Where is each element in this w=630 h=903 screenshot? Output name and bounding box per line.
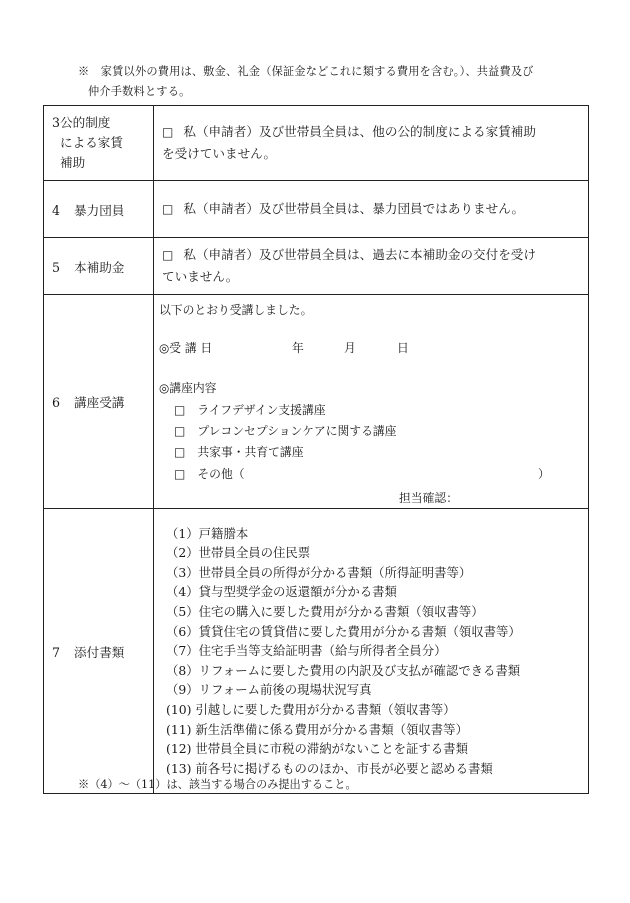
statement-line2: を受けていません。 <box>162 146 277 161</box>
checkbox-other[interactable]: □ <box>174 467 186 481</box>
doc-item: （3）世帯員全員の所得が分かる書類（所得証明書等） <box>166 564 472 580</box>
label-line3: 補助 <box>60 155 86 170</box>
row-number: 7 <box>52 644 61 660</box>
label-gang-member <box>44 181 154 238</box>
option-co-housework <box>174 443 304 460</box>
seminar-content-label: ◎講座内容 <box>159 381 217 395</box>
option-label: 共家事・共育て講座 <box>197 445 304 459</box>
top-note-line1: ※ 家賃以外の費用は、敷金、礼金（保証金などこれに類する費用を含む。）、共益費及び <box>78 65 534 78</box>
staff-confirmation: 担当確認： <box>399 491 458 505</box>
content-public-subsidy <box>154 106 589 181</box>
row-number: 6 <box>52 395 61 410</box>
doc-item: (11) 新生活準備に係る費用が分かる書類（領収書等） <box>166 721 468 737</box>
doc-item: （1）戸籍謄本 <box>166 525 249 541</box>
label-line1: 公的制度 <box>60 115 111 130</box>
row-number: 3 <box>52 115 61 130</box>
date-label: ◎受 講 日 <box>159 341 213 355</box>
bottom-note: ※（4）～（11）は、該当する場合のみ提出すること。 <box>78 778 357 791</box>
seminar-intro: 以下のとおり受講しました。 <box>159 303 313 317</box>
statement-line2: ていません。 <box>162 269 239 284</box>
label-text: 添付書類 <box>74 644 125 660</box>
row-number: 5 <box>52 259 61 275</box>
row-seminar <box>44 295 589 509</box>
row-this-subsidy <box>44 238 589 295</box>
doc-item: （4）貸与型奨学金の返還額が分かる書類 <box>166 584 397 600</box>
row-gang-member <box>44 181 589 238</box>
checkbox-life-design[interactable]: □ <box>174 403 186 417</box>
doc-item: （5）住宅の購入に要した費用が分かる書類（領収書等） <box>166 604 484 620</box>
doc-item: （2）世帯員全員の住民票 <box>166 545 311 561</box>
doc-item: （9）リフォーム前後の現場状況写真 <box>166 682 372 698</box>
label-line2: による家賃 <box>60 135 123 150</box>
day-label: 日 <box>397 341 409 355</box>
statement-line1: 私（申請者）及び世帯員全員は、他の公的制度による家賃補助 <box>183 124 536 139</box>
option-preconception <box>174 422 396 439</box>
doc-item: (12) 世帯員全員に市税の滞納がないことを証する書類 <box>166 741 468 757</box>
top-note <box>78 62 598 102</box>
doc-item: （6）賃貸住宅の賃貸借に要した費用が分かる書類（領収書等） <box>166 623 521 639</box>
checkbox-gang-member[interactable]: □ <box>162 202 174 216</box>
content-this-subsidy <box>154 238 589 295</box>
option-life-design <box>174 401 326 418</box>
seminar-date-row <box>159 339 409 356</box>
doc-item: (13) 前各号に掲げるもののほか、市長が必要と認める書類 <box>166 760 493 776</box>
option-label: プレコンセプションケアに関する講座 <box>197 424 397 438</box>
label-text: 講座受講 <box>74 395 125 410</box>
doc-item: （7）住宅手当等支給証明書（給与所得者全員分） <box>166 643 447 659</box>
label-text: 本補助金 <box>74 259 125 275</box>
checkbox-public-subsidy[interactable]: □ <box>162 125 174 139</box>
checkbox-preconception[interactable]: □ <box>174 424 186 438</box>
checkbox-this-subsidy[interactable]: □ <box>162 248 174 262</box>
year-label: 年 <box>292 341 304 355</box>
other-paren-close: ） <box>538 467 550 481</box>
option-label: その他（ <box>197 467 245 481</box>
label-seminar <box>44 295 154 509</box>
doc-item: (10) 引越しに要した費用が分かる書類（領収書等） <box>166 701 456 717</box>
application-table <box>43 105 589 794</box>
option-other <box>174 465 245 482</box>
row-attachments <box>44 509 589 794</box>
statement: 私（申請者）及び世帯員全員は、暴力団員ではありません。 <box>183 201 525 216</box>
row-public-subsidy <box>44 106 589 181</box>
checkbox-co-housework[interactable]: □ <box>174 445 186 459</box>
label-attachments <box>44 509 154 794</box>
label-public-subsidy <box>44 106 154 181</box>
doc-item: （8）リフォームに要した費用の内訳及び支払が確認できる書類 <box>166 662 521 678</box>
statement-line1: 私（申請者）及び世帯員全員は、過去に本補助金の交付を受け <box>183 247 536 262</box>
attachments-list <box>154 509 589 794</box>
label-text: 暴力団員 <box>74 202 125 218</box>
content-seminar <box>154 295 589 509</box>
label-this-subsidy <box>44 238 154 295</box>
option-label: ライフデザイン支援講座 <box>197 403 326 417</box>
top-note-line2: 仲介手数料とする。 <box>88 85 191 98</box>
month-label: 月 <box>344 341 356 355</box>
content-gang-member <box>154 181 589 238</box>
row-number: 4 <box>52 202 61 218</box>
